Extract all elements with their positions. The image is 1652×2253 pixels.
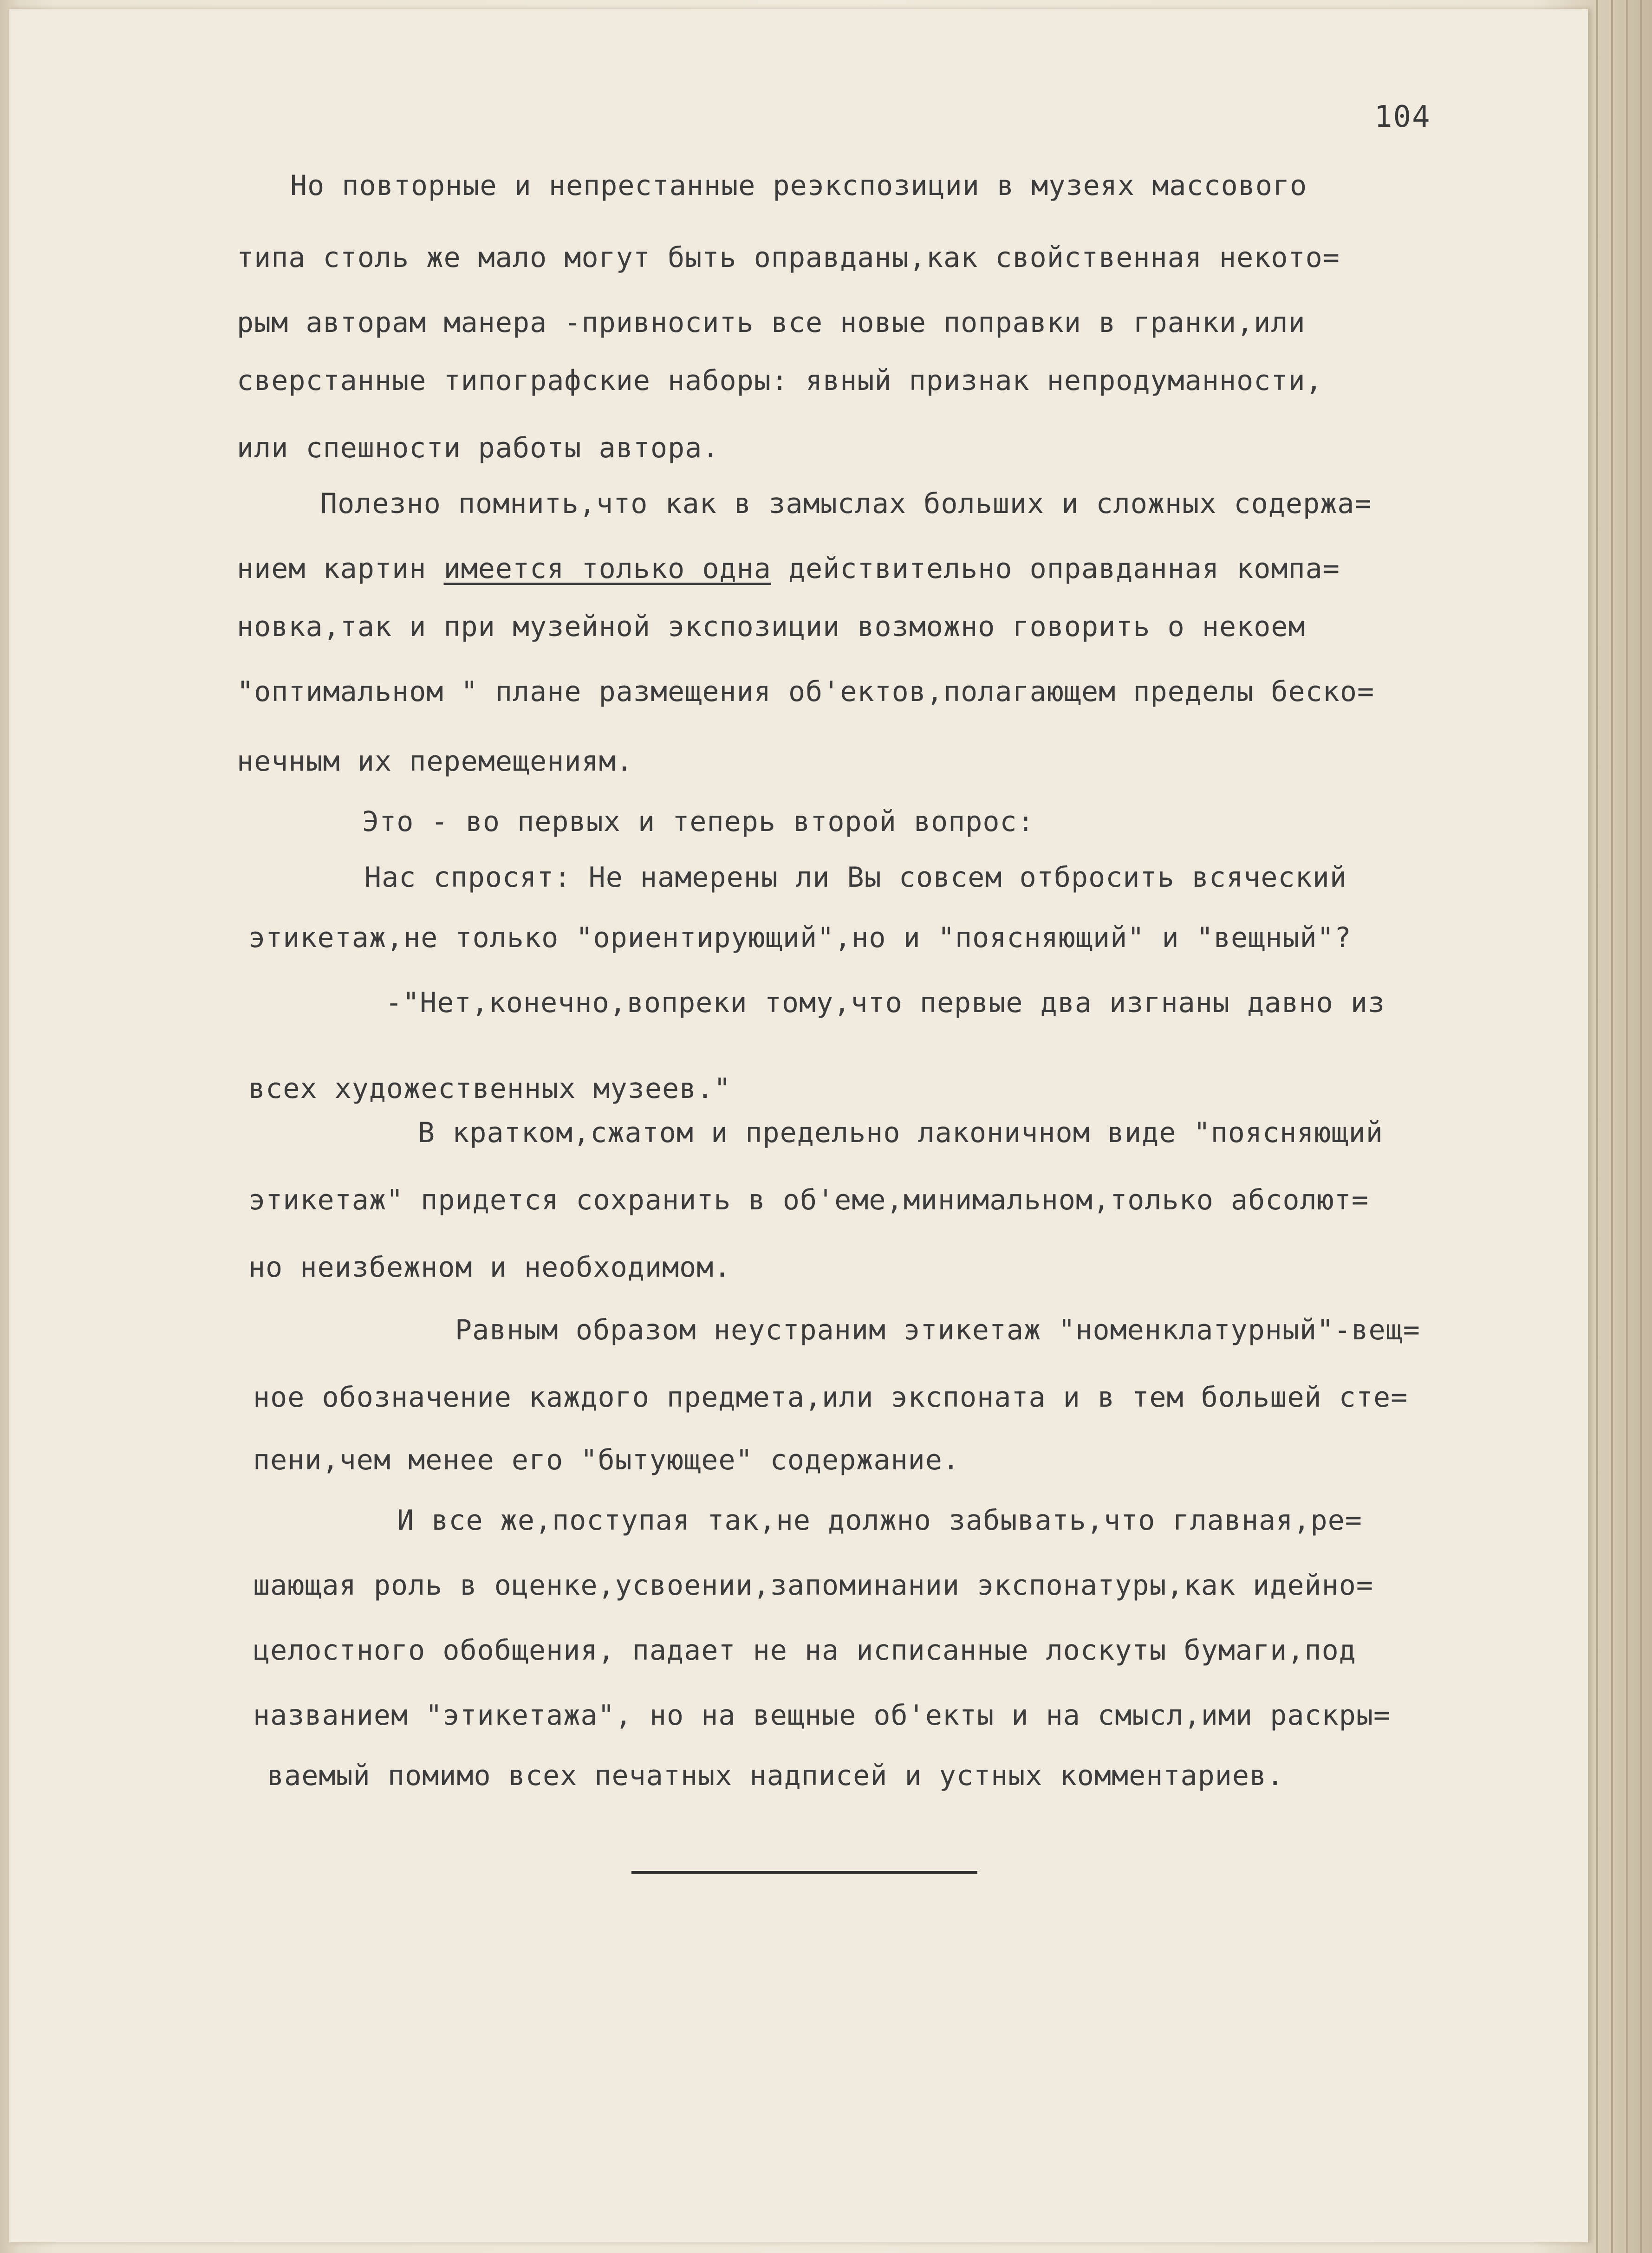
underlined-phrase: имеется только одна [443,552,771,585]
text-line: пени,чем менее его "бытующее" содержание. [253,1444,960,1476]
page-number: 104 [1374,100,1431,134]
text-line: названием "этикетажа", но на вещные об'екты и на смысл,ими раскры= [253,1699,1391,1732]
page-edge [1626,0,1628,2253]
text-line: типа столь же мало могут быть оправданы,как свойственная некото= [237,241,1340,274]
line-start: нием картин [237,552,444,585]
text-line: И все же,поступая так,не должно забывать,что главная,ре= [397,1504,1362,1537]
text-line: сверстанные типографские наборы: явный признак непродуманности, [237,364,1323,397]
text-line [237,552,1340,585]
text-line: -"Нет,конечно,вопреки тому,что первые два изгнаны давно из [385,987,1385,1019]
text-line: нечным их перемещениям. [237,745,633,778]
text-line: рым авторам манера -привносить все новые поправки в гранки,или [237,306,1306,339]
text-line: ное обозначение каждого предмета,или экспоната и в тем большей сте= [253,1381,1408,1414]
closing-rule [631,1871,977,1874]
page-edge [1596,0,1598,2253]
page-edge [1611,0,1613,2253]
text-line: Полезно помнить,что как в замыслах больших и сложных содержа= [320,487,1372,520]
text-line: ваемый помимо всех печатных надписей и устных комментариев. [267,1760,1284,1792]
text-line: новка,так и при музейной экспозиции возможно говорить о некоем [237,610,1306,643]
text-line: "оптимальном " плане размещения об'ектов,полагающем пределы беско= [237,675,1375,708]
page-edge [1640,0,1642,2253]
text-line: шающая роль в оценке,усвоении,запоминании экспонатуры,как идейно= [253,1569,1373,1602]
text-line: Равным образом неустраним этикетаж "номенклатурный"-вещ= [455,1314,1420,1346]
text-line: целостного обобщения, падает не на исписанные лоскуты бумаги,под [253,1634,1356,1667]
text-line: этикетаж" придется сохранить в об'еме,минимальном,только абсолют= [248,1184,1369,1216]
text-line: или спешности работы автора. [237,432,720,464]
text-line: всех художественных музеев." [248,1072,731,1105]
text-line: В кратком,сжатом и предельно лаконичном виде "поясняющий [418,1117,1383,1149]
text-line: Но повторные и непрестанные реэкспозиции в музеях массового [290,169,1307,202]
text-line: Это - во первых и теперь второй вопрос: [362,805,1034,838]
text-line: этикетаж,не только "ориентирующий",но и "поясняющий" и "вещный"? [248,922,1352,954]
text-line: но неизбежном и необходимом. [248,1251,731,1284]
text-line: Нас спросят: Не намерены ли Вы совсем отбросить всяческий [364,861,1347,894]
line-end: действительно оправданная компа= [771,552,1340,585]
